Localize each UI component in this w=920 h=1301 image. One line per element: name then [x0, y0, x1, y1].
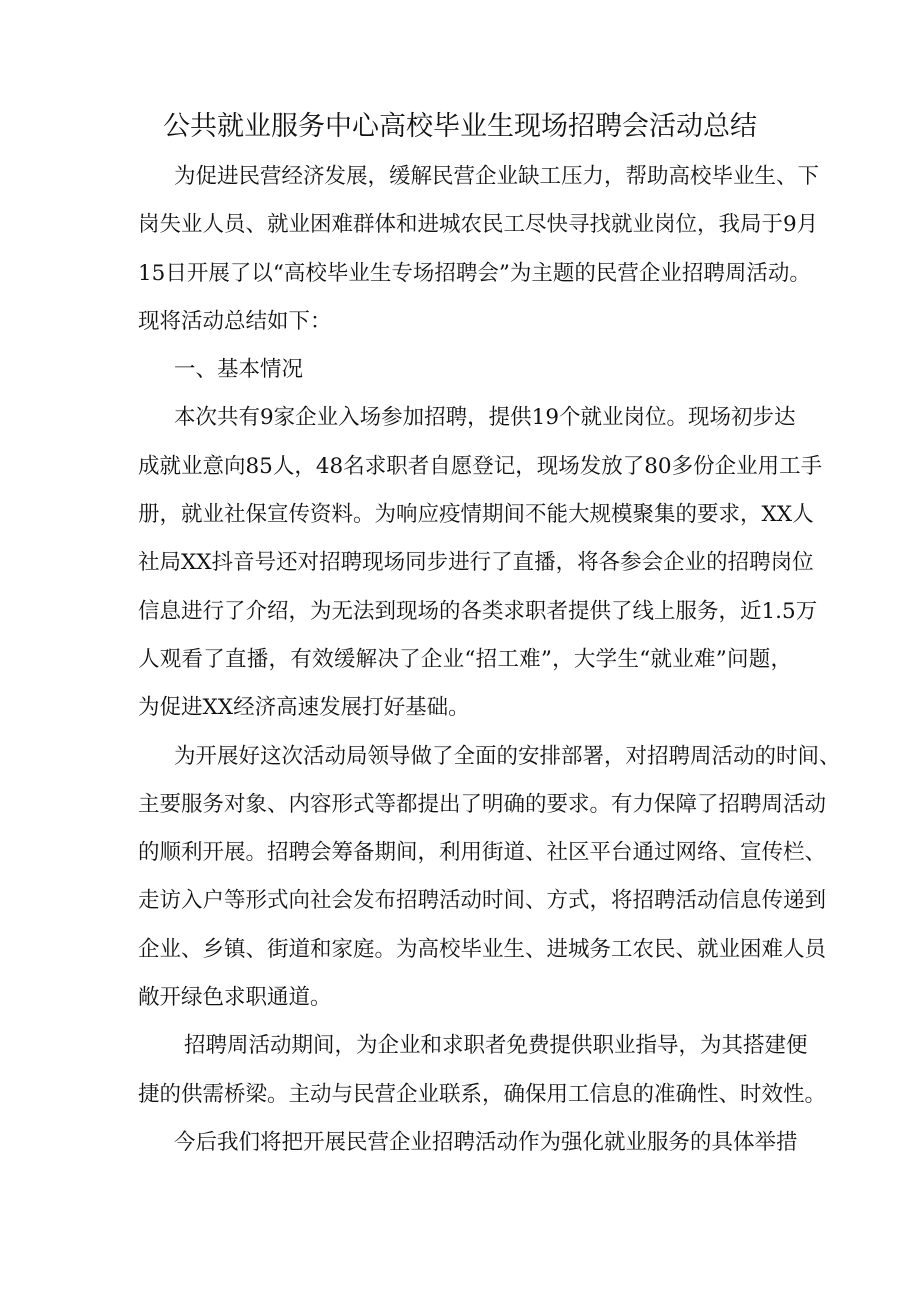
paragraph-basic-line: 册，就业社保宣传资料。为响应疫情期间不能大规模聚集的要求，XX人	[138, 502, 814, 528]
paragraph-basic-line: 成就业意向85人，48名求职者自愿登记，现场发放了80多份企业用工手	[138, 453, 823, 479]
paragraph-arrangement-line: 主要服务对象、内容形式等都提出了明确的要求。有力保障了招聘周活动	[138, 791, 827, 817]
paragraph-basic-line: 人观看了直播，有效缓解决了企业“招工难”，大学生“就业难”问题，	[138, 646, 792, 672]
paragraph-basic-line: 为促进XX经济高速发展打好基础。	[138, 695, 470, 721]
paragraph-intro-line: 15日开展了以“高校毕业生专场招聘会”为主题的民营企业招聘周活动。	[138, 260, 811, 286]
paragraph-arrangement-line: 为开展好这次活动局领导做了全面的安排部署，对招聘周活动的时间、	[174, 743, 841, 769]
paragraph-arrangement-line: 走访入户等形式向社会发布招聘活动时间、方式，将招聘活动信息传递到	[138, 888, 827, 914]
paragraph-intro-line: 为促进民营经济发展，缓解民营企业缺工压力，帮助高校毕业生、下	[174, 164, 820, 189]
section-heading: 一、基本情况	[174, 357, 304, 383]
paragraph-basic-line: 信息进行了介绍，为无法到现场的各类求职者提供了线上服务，近1.5万	[138, 598, 818, 624]
document-body	[138, 153, 841, 1167]
document-title: 公共就业服务中心高校毕业生现场招聘会活动总结	[163, 111, 757, 142]
paragraph-future-line: 今后我们将把开展民营企业招聘活动作为强化就业服务的具体举措	[174, 1129, 798, 1155]
paragraph-basic-line: 社局XX抖音号还对招聘现场同步进行了直播，将各参会企业的招聘岗位	[138, 550, 814, 576]
paragraph-arrangement-line: 企业、乡镇、街道和家庭。为高校毕业生、进城务工农民、就业困难人员	[138, 936, 827, 962]
paragraph-guidance-line: 捷的供需桥梁。主动与民营企业联系，确保用工信息的准确性、时效性。	[138, 1081, 827, 1107]
paragraph-guidance-line: 招聘周活动期间，为企业和求职者免费提供职业指导，为其搭建便	[184, 1033, 808, 1059]
paragraph-arrangement-line: 的顺利开展。招聘会筹备期间，利用街道、社区平台通过网络、宣传栏、	[138, 840, 827, 866]
paragraph-intro-line: 现将活动总结如下：	[138, 308, 332, 334]
paragraph-basic-line: 本次共有9家企业入场参加招聘，提供19个就业岗位。现场初步达	[174, 405, 796, 431]
paragraph-intro-line: 岗失业人员、就业困难群体和进城农民工尽快寻找就业岗位，我局于9月	[138, 212, 819, 238]
paragraph-arrangement-line: 敞开绿色求职通道。	[138, 985, 332, 1011]
